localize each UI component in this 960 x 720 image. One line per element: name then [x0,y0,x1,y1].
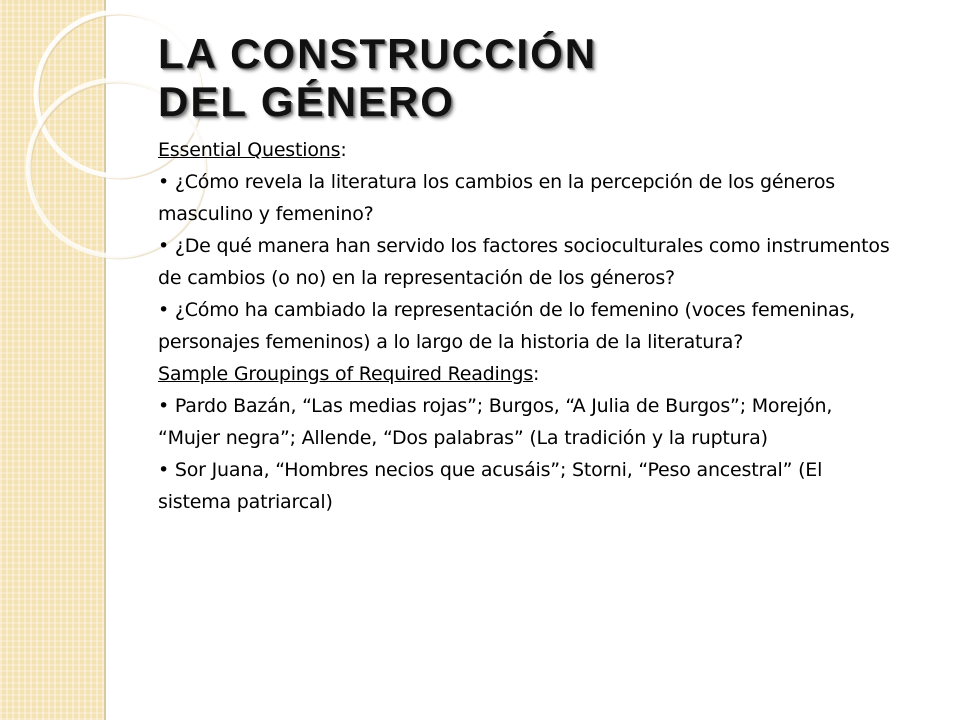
slide-body [158,134,898,518]
grouping-item: • Pardo Bazán, “Las medias rojas”; Burgos, “A Julia de Burgos”; Morejón, “Mujer negra”; Allende, “Dos palabras” (La tradición y la ruptura) [158,395,833,449]
essential-question-item: • ¿De qué manera han servido los factores socioculturales como instrumentos de cambios (o no) en la representación de los géneros? [158,235,890,289]
title-line-2: DEL GÉNERO [158,78,455,125]
essential-question-item: • ¿Cómo ha cambiado la representación de lo femenino (voces femeninas, personajes femeninos) a lo largo de la historia de la literatura? [158,299,855,353]
essential-questions-heading: Essential Questions: [158,139,347,161]
title-line-1: LA CONSTRUCCIÓN [158,30,598,77]
slide-content [158,30,898,518]
grouping-item: • Sor Juana, “Hombres necios que acusáis”; Storni, “Peso ancestral” (El sistema patriarcal) [158,459,823,513]
essential-question-item: • ¿Cómo revela la literatura los cambios en la percepción de los géneros masculino y femenino? [158,171,835,225]
slide-title [158,30,898,126]
sample-groupings-heading: Sample Groupings of Required Readings: [158,363,540,385]
